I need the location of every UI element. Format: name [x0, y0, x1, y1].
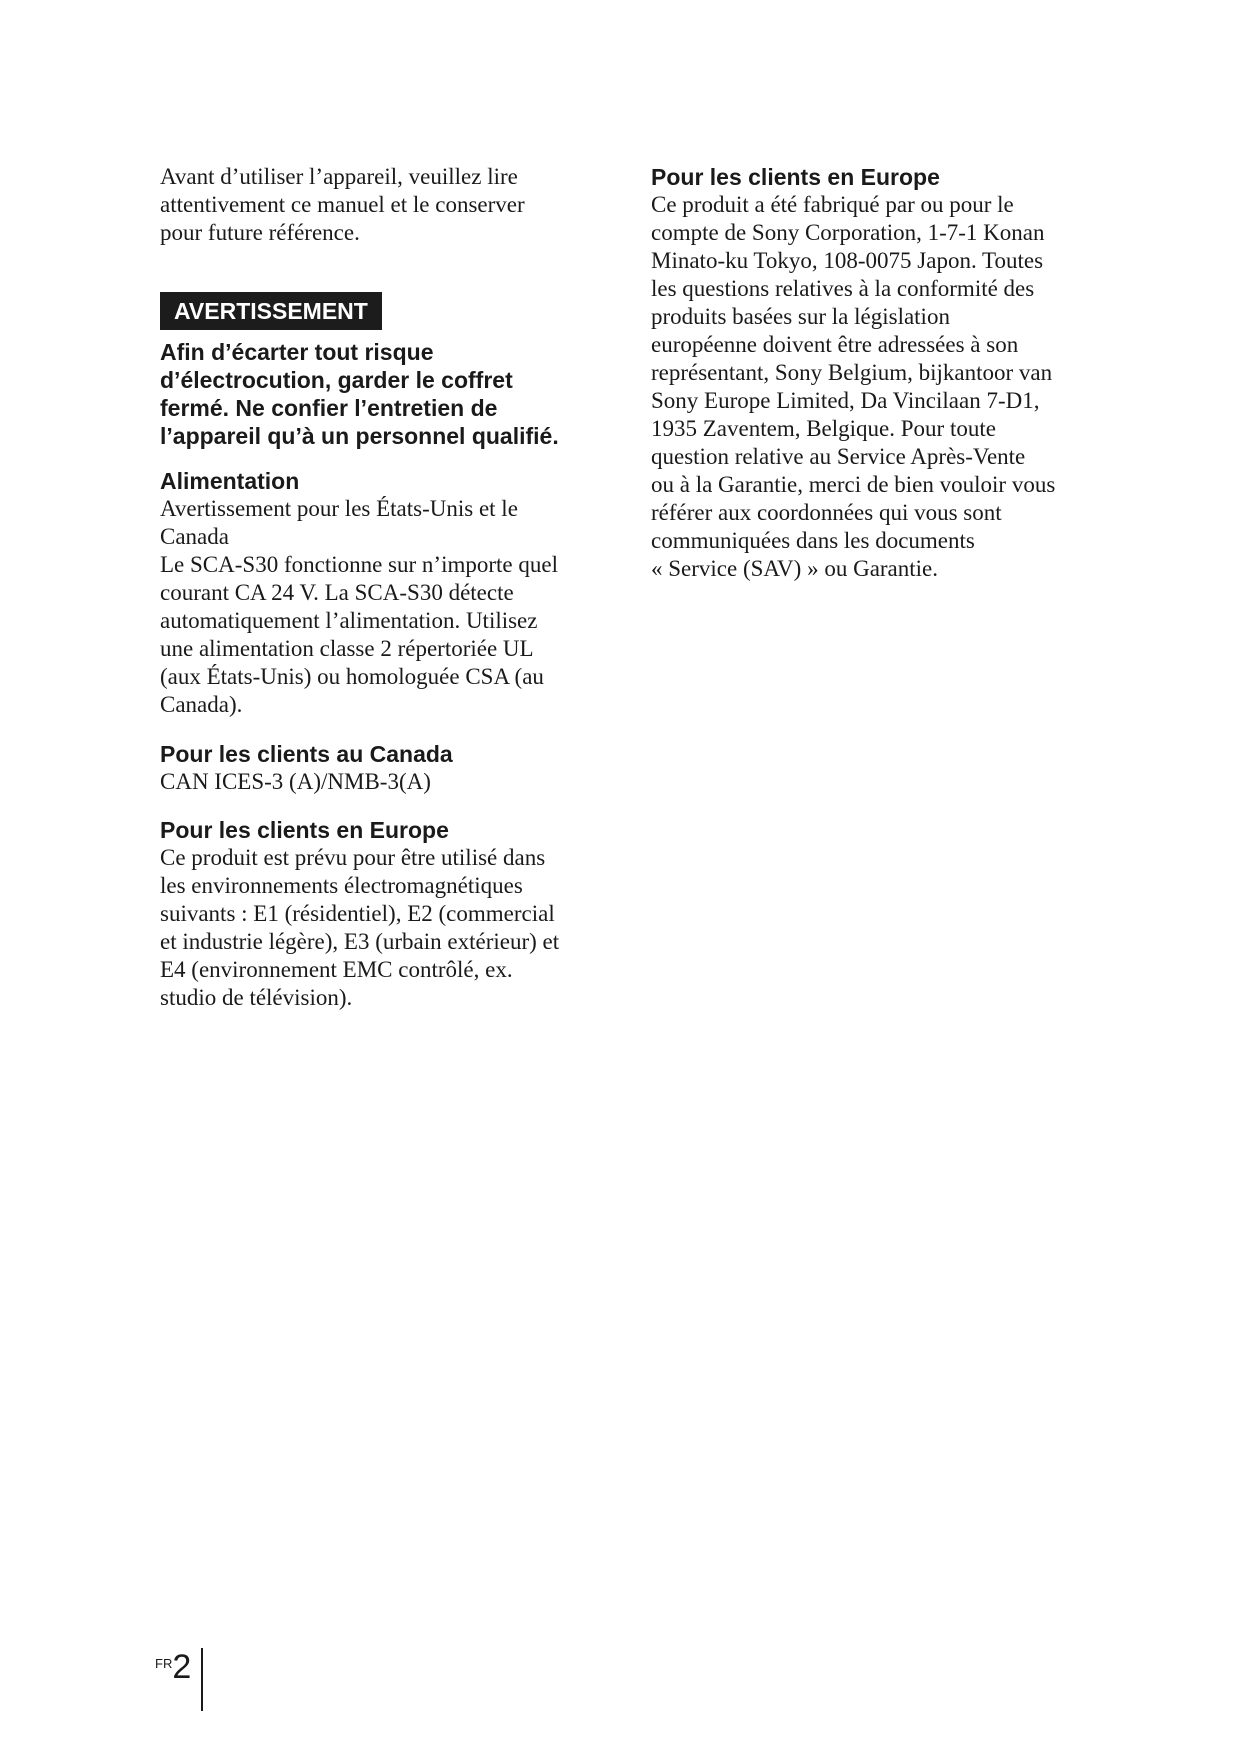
canada-text: CAN ICES-3 (A)/NMB-3(A) — [160, 769, 431, 794]
right-column — [651, 163, 1096, 583]
warning-block — [160, 292, 600, 450]
europe-heading-left: Pour les clients en Europe — [160, 817, 449, 843]
power-heading: Alimentation — [160, 468, 300, 494]
europe-text-left: Ce produit est prévu pour être utilisé dans les environnements électromagnétiques suivants : E1 (résidentiel), E2 (commercial et industrie légère), E3 (urbain extérieur) et E4 (environnement EMC contrôlé, ex. studio de télévision). — [160, 845, 560, 1010]
europe-section-right — [651, 163, 1096, 583]
warning-label: AVERTISSEMENT — [160, 292, 382, 330]
power-section — [160, 467, 600, 719]
footer-divider — [201, 1648, 203, 1711]
page-number: 2 — [172, 1648, 192, 1686]
intro-paragraph: Avant d’utiliser l’appareil, veuillez lire attentivement ce manuel et le conserver pour future référence. — [160, 164, 525, 245]
europe-heading-right: Pour les clients en Europe — [651, 164, 940, 190]
language-code: FR — [155, 1656, 173, 1671]
canada-heading: Pour les clients au Canada — [160, 741, 453, 767]
page-footer — [155, 1648, 203, 1711]
canada-section — [160, 740, 600, 796]
warning-text: Afin d’écarter tout risque d’électrocution, garder le coffret fermé. Ne confier l’entretien de l’appareil qu’à un personnel qualifié. — [160, 339, 559, 449]
europe-section-left — [160, 816, 600, 1012]
power-text: Avertissement pour les États-Unis et le Canada Le SCA-S30 fonctionne sur n’importe quel courant CA 24 V. La SCA-S30 détecte automatiquement l’alimentation. Utilisez une alimentation classe 2 répertoriée UL (aux États-Unis) ou homologuée CSA (au Canada). — [160, 496, 558, 717]
europe-text-right: Ce produit a été fabriqué par ou pour le compte de Sony Corporation, 1-7-1 Konan Minato-ku Tokyo, 108-0075 Japon. Toutes les questions relatives à la conformité des produits basées sur la législation européenne doivent être adressées à son représentant, Sony Belgium, bijkantoor van Sony Europe Limited, Da Vincilaan 7-D1, 1935 Zaventem, Belgique. Pour toute question relative au Service Après-Vente ou à la Garantie, merci de bien vouloir vous référer aux coordonnées qui vous sont communiquées dans les documents « Service (SAV) » ou Garantie. — [651, 192, 1056, 581]
left-column — [160, 163, 600, 1012]
